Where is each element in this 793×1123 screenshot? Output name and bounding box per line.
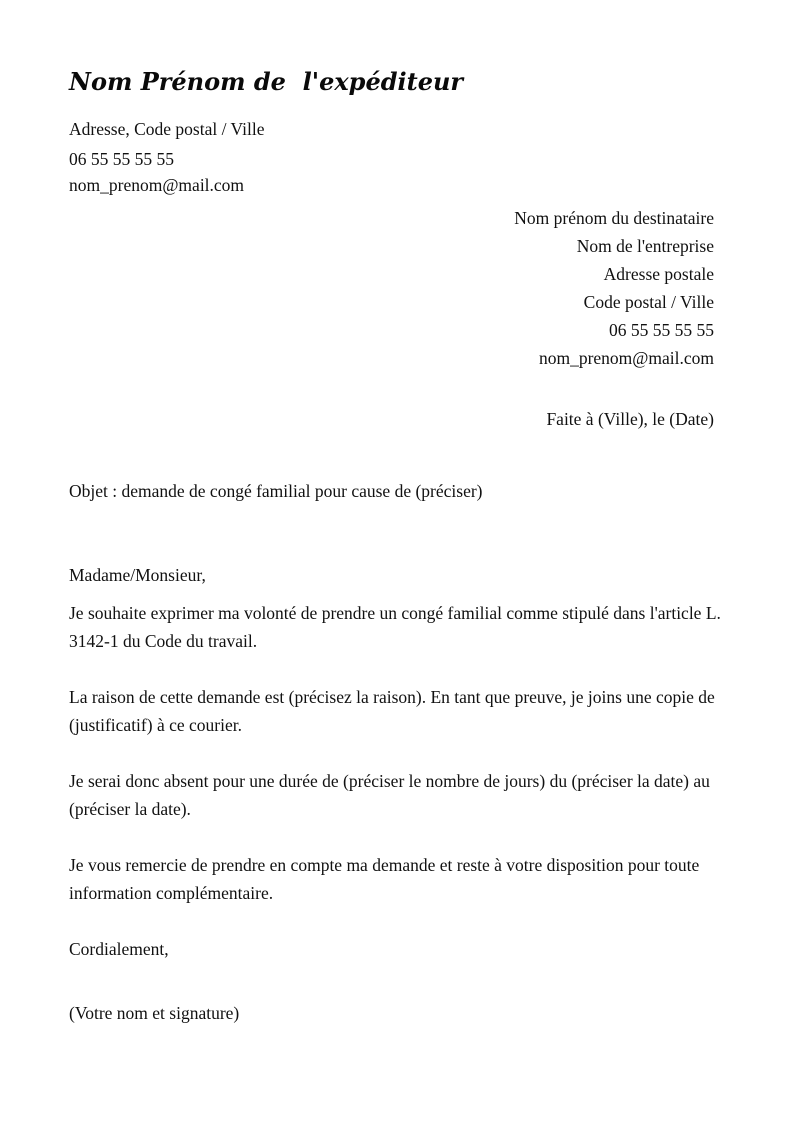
paragraph-2: La raison de cette demande est (précisez la raison). En tant que preuve, je joins une copie de (justificatif) à ce courier. <box>69 687 715 735</box>
recipient-block <box>514 204 714 372</box>
subject-line: Objet : demande de congé familial pour cause de (préciser) <box>69 481 483 501</box>
signature-placeholder: (Votre nom et signature) <box>69 1003 240 1023</box>
date-line: Faite à (Ville), le (Date) <box>546 409 714 429</box>
recipient-name: Nom prénom du destinataire <box>514 208 714 228</box>
recipient-email: nom_prenom@mail.com <box>538 348 714 368</box>
recipient-phone: 06 55 55 55 55 <box>609 320 714 340</box>
sender-phone: 06 55 55 55 55 <box>69 149 174 169</box>
salutation: Madame/Monsieur, <box>69 565 206 585</box>
paragraph-4: Je vous remercie de prendre en compte ma demande et reste à votre disposition pour toute information complémentaire. <box>69 855 700 903</box>
recipient-address: Adresse postale <box>603 264 714 284</box>
recipient-city: Code postal / Ville <box>583 292 714 312</box>
sender-address: Adresse, Code postal / Ville <box>69 119 265 139</box>
sender-name: Nom Prénom de l'expéditeur <box>69 67 464 96</box>
closing: Cordialement, <box>69 939 169 959</box>
paragraph-3: Je serai donc absent pour une durée de (préciser le nombre de jours) du (préciser la date) au (préciser la date). <box>69 771 710 819</box>
sender-email: nom_prenom@mail.com <box>69 175 245 195</box>
paragraph-1: Je souhaite exprimer ma volonté de prendre un congé familial comme stipulé dans l'article L. 3142-1 du Code du travail. <box>69 603 721 651</box>
recipient-company: Nom de l'entreprise <box>576 236 714 256</box>
